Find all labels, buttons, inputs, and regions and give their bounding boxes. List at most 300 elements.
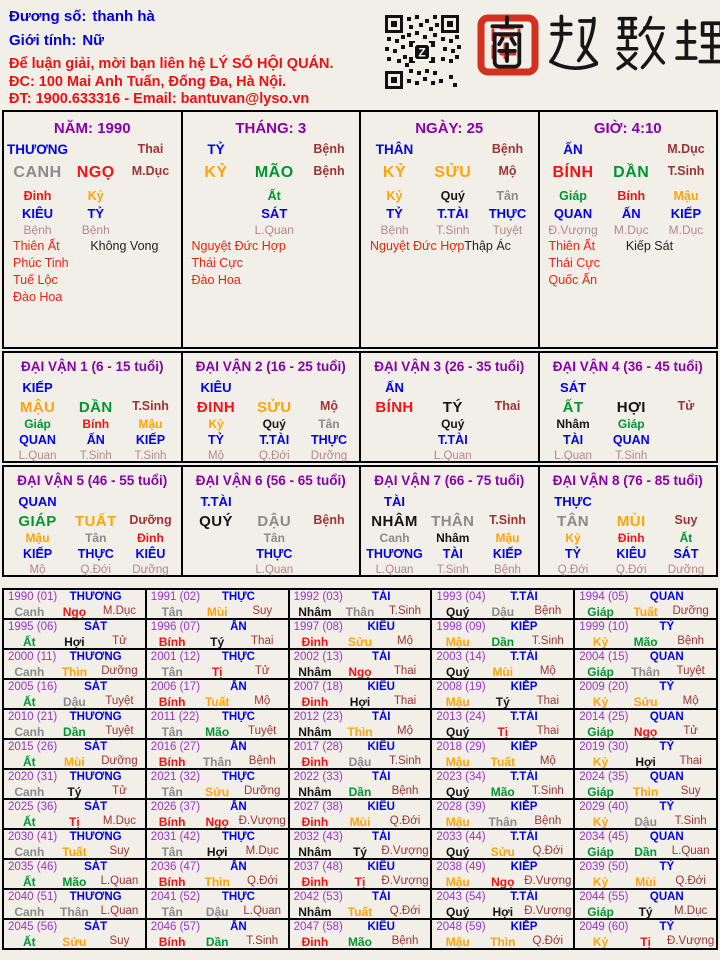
year-cell-top xyxy=(436,921,571,935)
hidden-stem-god: T.TÀI xyxy=(259,433,290,447)
hidden-stem-god: THỰC xyxy=(488,206,527,221)
year-label: 2018 (29) xyxy=(436,741,486,753)
hidden-stem-cell xyxy=(71,416,120,464)
year-label: 2003 (14) xyxy=(436,651,486,663)
year-stem: Nhâm xyxy=(298,845,332,859)
pillar-stem: KỶ xyxy=(204,164,228,181)
year-cell xyxy=(290,680,433,710)
year-cell-bottom xyxy=(147,875,288,889)
year-cell-top xyxy=(8,921,143,935)
daivan-stem-branch-row xyxy=(183,513,360,530)
year-stem: Quý xyxy=(446,605,470,619)
year-cell xyxy=(432,830,575,860)
year-cell xyxy=(147,680,290,710)
year-cell xyxy=(4,920,147,950)
daivan-stem-branch-row xyxy=(540,513,717,530)
year-cell-top xyxy=(294,891,429,905)
year-label: 1996 (07) xyxy=(150,621,201,633)
star-name: Nguyệt Đức Hợp xyxy=(370,239,465,253)
year-branch: Tý xyxy=(210,635,225,649)
star-name: Thái Cực xyxy=(548,256,600,270)
daivan-state: T.Sinh xyxy=(489,513,526,527)
hidden-stem-god: KIẾP xyxy=(22,547,53,561)
year-state: Mộ xyxy=(254,695,271,707)
year-cell-top xyxy=(151,891,286,905)
year-cell-bottom xyxy=(147,725,288,739)
hidden-stem-god: TỶ xyxy=(208,433,225,447)
year-cell xyxy=(290,710,433,740)
hidden-stem-cell xyxy=(120,416,180,464)
year-cell-top xyxy=(294,681,429,695)
hidden-stem-state: Bệnh xyxy=(380,223,409,237)
year-branch: Hợi xyxy=(492,905,514,919)
year-stem: Tân xyxy=(161,905,183,919)
year-branch: Dậu xyxy=(491,605,515,619)
year-branch: Dần xyxy=(205,935,229,949)
year-cell-bottom xyxy=(290,635,431,649)
calligraphy-char-so xyxy=(612,14,666,72)
year-branch: Thân xyxy=(345,605,375,619)
hidden-stem: Kỷ xyxy=(87,189,104,203)
year-stem: Ất xyxy=(23,935,36,949)
year-label: 2025 (36) xyxy=(8,801,58,813)
hidden-stem-state: Dưỡng xyxy=(132,564,169,576)
year-ten-god: TÀI xyxy=(371,831,391,843)
year-cell xyxy=(290,920,433,950)
year-state: Tử xyxy=(112,785,127,797)
year-cell xyxy=(575,590,718,620)
year-branch: Mão xyxy=(490,785,515,799)
year-state: Dưỡng xyxy=(244,785,281,797)
hidden-stem-god xyxy=(361,432,428,448)
year-branch: Thân xyxy=(60,905,89,919)
hidden-stem-cell xyxy=(250,530,299,578)
hidden-stem-state: Q.Đới xyxy=(557,564,589,576)
hidden-stem: Kỷ xyxy=(386,189,403,203)
year-cell-bottom xyxy=(432,875,573,889)
hidden-stem-cell xyxy=(607,416,656,464)
year-cell-bottom xyxy=(575,665,716,679)
year-cell xyxy=(432,650,575,680)
year-state: L.Quan xyxy=(100,905,139,917)
pillar-god-state: Bệnh xyxy=(313,142,345,156)
daivan-state: Bệnh xyxy=(313,513,345,527)
year-cell-top xyxy=(8,621,143,635)
pillar-hidden-stems xyxy=(183,188,360,239)
year-cell xyxy=(575,860,718,890)
year-branch: Tị xyxy=(354,875,366,889)
daivan-box xyxy=(181,351,362,463)
daivan-box xyxy=(538,465,719,577)
year-stem: Quý xyxy=(446,665,470,679)
hidden-stem-state: Dưỡng xyxy=(310,450,348,462)
year-branch: Thân xyxy=(488,815,518,829)
year-state: Tuyệt xyxy=(248,725,277,737)
hidden-stem-state: L.Quan xyxy=(375,564,414,576)
year-cell-bottom xyxy=(147,695,288,709)
year-state: Bệnh xyxy=(248,755,276,767)
daivan-god-row xyxy=(361,494,538,509)
year-label: 1998 (09) xyxy=(436,621,486,633)
year-ten-god: ẤN xyxy=(230,621,247,633)
year-cell xyxy=(147,620,290,650)
year-cell-top xyxy=(579,711,714,725)
daivan-stem-branch-row xyxy=(4,399,181,416)
hidden-stem: Đinh xyxy=(617,531,645,545)
pillar-stars xyxy=(370,238,535,255)
daivan-ten-god: KIÊU xyxy=(200,380,232,395)
year-ten-god: TỶ xyxy=(659,621,675,633)
year-branch: Dậu xyxy=(634,815,657,829)
hidden-stem-cell xyxy=(4,530,71,578)
year-ten-god: THỰC xyxy=(221,711,255,723)
year-label: 1997 (08) xyxy=(293,621,343,633)
hidden-stem: Nhâm xyxy=(556,417,590,431)
year-branch: Mão xyxy=(205,725,230,739)
year-cell-top xyxy=(579,591,714,605)
year-cell-bottom xyxy=(575,755,716,769)
year-cell-top xyxy=(8,771,143,785)
year-cell-bottom xyxy=(4,845,145,859)
year-stem: Tân xyxy=(161,845,183,859)
year-cell xyxy=(290,620,433,650)
year-cell-top xyxy=(294,921,429,935)
hidden-stem-god: KIẾP xyxy=(135,433,166,447)
year-label: 2008 (19) xyxy=(436,681,486,693)
year-branch: Sửu xyxy=(633,695,658,709)
hidden-stem-god: KIẾP xyxy=(492,547,523,561)
year-ten-god: KIẾP xyxy=(510,861,538,873)
year-branch: Tị xyxy=(640,935,651,949)
daivan-branch: MÙI xyxy=(616,513,646,530)
daivan-state: Mộ xyxy=(319,399,338,413)
year-cell-top xyxy=(294,831,429,845)
daivan-state: Thai xyxy=(494,399,521,413)
year-cell-top xyxy=(579,831,714,845)
year-cell xyxy=(147,740,290,770)
year-cell-top xyxy=(436,651,571,665)
daivan-stem-branch-row xyxy=(361,399,538,416)
year-cell-bottom xyxy=(575,935,716,949)
year-ten-god: TÀI xyxy=(371,891,391,903)
daivan-god-row xyxy=(4,380,181,395)
hidden-stem-state: T.Sinh xyxy=(79,450,112,462)
year-branch: Ngọ xyxy=(491,875,515,889)
year-cell-top xyxy=(294,771,429,785)
year-ten-god: T.TÀI xyxy=(510,591,538,603)
year-ten-god: THỰC xyxy=(221,771,255,783)
daivan-title: ĐẠI VẬN 3 (26 - 35 tuổi) xyxy=(374,359,525,374)
year-ten-god: QUAN xyxy=(649,711,684,723)
year-stem: Bính xyxy=(158,875,186,889)
year-cell-bottom xyxy=(432,815,573,829)
hidden-stem-state xyxy=(120,222,180,239)
year-branch: Mão xyxy=(347,935,372,949)
year-label: 2005 (16) xyxy=(8,681,58,693)
year-label: 2010 (21) xyxy=(8,711,58,723)
year-state: Đ.Vượng xyxy=(524,875,572,887)
year-ten-god: ẤN xyxy=(230,921,247,933)
year-state: Q.Đới xyxy=(246,875,278,887)
daivan-title: ĐẠI VẬN 6 (56 - 65 tuổi) xyxy=(195,473,346,488)
hidden-stem-god: SÁT xyxy=(673,547,699,561)
hidden-stem: Tân xyxy=(263,531,285,545)
year-cell xyxy=(575,710,718,740)
daivan-box xyxy=(538,351,719,463)
year-cell xyxy=(290,770,433,800)
year-state: Dưỡng xyxy=(672,605,709,617)
hidden-stem-cell xyxy=(361,188,428,239)
year-branch: Tị xyxy=(211,665,223,679)
hidden-stem-state: T.Sinh xyxy=(134,450,167,462)
year-state: Bệnh xyxy=(677,635,705,647)
year-cell-top xyxy=(151,591,286,605)
hidden-stem-cell xyxy=(299,416,359,464)
year-cell-bottom xyxy=(575,605,716,619)
year-label: 2000 (11) xyxy=(8,651,57,663)
year-cell-top xyxy=(151,921,286,935)
pillar-branch: NGỌ xyxy=(76,164,115,181)
daivan-row-2 xyxy=(2,465,718,577)
year-label: 2045 (56) xyxy=(8,921,58,933)
year-cell-bottom xyxy=(147,935,288,949)
year-cell-bottom xyxy=(147,905,288,919)
daivan-hidden-stems xyxy=(183,416,360,464)
year-state: M.Dục xyxy=(245,845,279,857)
year-branch: Dần xyxy=(63,725,86,739)
year-cell-top xyxy=(436,591,571,605)
year-cell-bottom xyxy=(575,725,716,739)
year-label: 2041 (52) xyxy=(150,891,201,903)
year-state: Thai xyxy=(393,695,417,707)
pillar-title: THÁNG: 3 xyxy=(235,120,307,137)
year-branch: Mùi xyxy=(349,815,371,829)
year-label: 2013 (24) xyxy=(436,711,486,723)
year-cell-top xyxy=(294,621,429,635)
year-state: Tử xyxy=(112,635,127,647)
pillar-god-state: M.Dục xyxy=(667,142,705,156)
daivan-stem: NHÂM xyxy=(371,513,418,530)
year-label: 2030 (41) xyxy=(8,831,58,843)
year-stem: Quý xyxy=(446,725,470,739)
year-cell xyxy=(575,740,718,770)
daivan-ten-god: KIẾP xyxy=(22,380,53,395)
year-ten-god: T.TÀI xyxy=(510,771,538,783)
pillar-stars xyxy=(549,238,714,289)
year-ten-god: KIÊU xyxy=(367,861,395,873)
year-label: 2023 (34) xyxy=(436,771,486,783)
hidden-stem-god: THỰC xyxy=(256,547,293,561)
hidden-stem-god: ẤN xyxy=(86,433,105,447)
hidden-stem-god: SÁT xyxy=(261,206,288,221)
year-branch: Sửu xyxy=(490,845,515,859)
hidden-stem-cell xyxy=(428,188,477,239)
daivan-hidden-stems xyxy=(4,530,181,578)
year-stem: Nhâm xyxy=(298,665,332,679)
year-branch: Tuất xyxy=(204,695,230,709)
year-ten-god: ẤN xyxy=(230,741,247,753)
hidden-stem-cell xyxy=(477,416,537,464)
year-branch: Tý xyxy=(638,905,653,919)
year-cell xyxy=(290,860,433,890)
year-stem: Tân xyxy=(161,785,183,799)
hidden-stem-state: Bệnh xyxy=(494,564,521,576)
hidden-stem-state xyxy=(477,448,537,464)
year-state: Q.Đới xyxy=(389,815,421,827)
year-state: T.Sinh xyxy=(531,635,564,647)
year-state: Tuyệt xyxy=(105,725,134,737)
year-branch: Mão xyxy=(62,875,87,889)
hidden-stem xyxy=(477,416,537,432)
year-cell-top xyxy=(436,891,571,905)
hidden-stem-cell xyxy=(607,530,656,578)
year-state: Q.Đới xyxy=(675,875,706,887)
subject-info xyxy=(9,8,334,109)
hidden-stem-cell xyxy=(183,188,250,239)
year-ten-god: KIẾP xyxy=(510,741,538,753)
year-stem: Ất xyxy=(23,755,36,769)
year-cell-bottom xyxy=(575,875,716,889)
year-label: 1994 (05) xyxy=(579,591,629,603)
daivan-ten-god: T.TÀI xyxy=(200,494,232,509)
year-ten-god: TỶ xyxy=(659,921,675,933)
year-branch: Mùi xyxy=(206,605,228,619)
year-cell xyxy=(4,740,147,770)
pillar-box xyxy=(2,110,183,349)
year-ten-god: THƯƠNG xyxy=(69,651,122,663)
year-stem: Giáp xyxy=(587,905,614,919)
year-branch: Hợi xyxy=(635,755,656,769)
pillar-box xyxy=(359,110,540,349)
daivan-hidden-stems xyxy=(540,416,717,464)
year-cell-top xyxy=(8,741,143,755)
year-cell-top xyxy=(151,741,286,755)
year-branch: Thìn xyxy=(490,935,516,949)
hidden-stem xyxy=(656,416,716,432)
year-cell-top xyxy=(294,861,429,875)
hidden-stem-state xyxy=(656,448,716,464)
daivan-branch: SỬU xyxy=(257,399,292,416)
year-cell-top xyxy=(436,711,571,725)
hidden-stem: Giáp xyxy=(617,417,645,431)
year-cell-top xyxy=(8,891,143,905)
year-state: M.Dục xyxy=(102,815,137,827)
year-state: L.Quan xyxy=(671,845,710,857)
hidden-stem-cell xyxy=(183,530,250,578)
daivan-ten-god: SÁT xyxy=(560,380,587,395)
hidden-stem-cell xyxy=(4,188,71,239)
hidden-stem-state: Mộ xyxy=(29,564,46,576)
daivan-row-1 xyxy=(2,351,718,463)
year-ten-god: SÁT xyxy=(84,681,108,693)
year-state: M.Dục xyxy=(674,905,708,917)
daivan-branch: THÂN xyxy=(431,513,475,530)
hidden-stem-state: L.Quan xyxy=(254,223,294,237)
year-state: T.Sinh xyxy=(389,605,421,617)
year-cell-bottom xyxy=(290,605,431,619)
year-cell-bottom xyxy=(147,755,288,769)
hidden-stem-cell xyxy=(540,188,607,239)
pillar-branch-state: T.Sinh xyxy=(667,164,705,178)
year-cell-bottom xyxy=(147,815,288,829)
year-state: Tử xyxy=(254,665,270,677)
star-name: Không Vong xyxy=(90,239,159,253)
year-label: 2049 (60) xyxy=(579,921,629,933)
pillar-stars xyxy=(13,238,178,306)
hidden-stem: Mậu xyxy=(138,417,163,431)
year-label: 2022 (33) xyxy=(293,771,343,783)
year-ten-god: KIÊU xyxy=(367,921,395,933)
hidden-stem: Nhâm xyxy=(436,531,470,545)
year-stem: Đinh xyxy=(301,635,329,649)
year-state: Tuyệt xyxy=(105,695,134,707)
year-cell xyxy=(147,860,290,890)
year-label: 1993 (04) xyxy=(436,591,486,603)
hidden-stem-god xyxy=(299,546,359,562)
hidden-stem xyxy=(183,530,250,546)
hidden-stem-god: T.TÀI xyxy=(437,433,468,447)
pillar-branch: SỬU xyxy=(434,164,472,181)
year-state: Đ.Vượng xyxy=(381,875,429,887)
year-ten-god: KIẾP xyxy=(510,621,538,633)
auspicious-stars-list xyxy=(192,238,286,289)
daivan-hidden-stems xyxy=(361,530,538,578)
hidden-stem: Quý xyxy=(262,417,286,431)
year-cell-bottom xyxy=(575,695,716,709)
year-label: 2032 (43) xyxy=(293,831,343,843)
daivan-stem: TÂN xyxy=(557,513,590,530)
hidden-stem-cell xyxy=(71,530,120,578)
year-stem: Canh xyxy=(14,725,45,739)
year-state: Mộ xyxy=(539,755,556,767)
year-cell-top xyxy=(8,801,143,815)
year-cell-bottom xyxy=(4,815,145,829)
year-cell xyxy=(575,800,718,830)
hidden-stem-god xyxy=(183,205,250,222)
hidden-stem-state: M.Dục xyxy=(613,223,649,237)
year-ten-god: KIÊU xyxy=(367,681,395,693)
year-cell-top xyxy=(579,621,714,635)
daivan-box xyxy=(359,465,540,577)
gender-line xyxy=(9,32,334,49)
pillar-stem-branch-row xyxy=(540,164,717,182)
year-state: Thai xyxy=(251,635,274,647)
hidden-stem-god: QUAN xyxy=(553,206,593,221)
daivan-stem: QUÝ xyxy=(199,513,233,530)
daivan-box xyxy=(2,465,183,577)
star-name: Đào Hoa xyxy=(191,273,241,287)
year-stem: Canh xyxy=(14,905,45,919)
qr-logo-letter: Z xyxy=(418,45,426,60)
year-cell xyxy=(290,590,433,620)
year-stem: Giáp xyxy=(587,785,614,799)
year-branch: Dần xyxy=(634,845,657,859)
star-name: Thiên Ất xyxy=(13,239,60,253)
year-cell xyxy=(575,770,718,800)
year-ten-god: QUAN xyxy=(649,651,684,663)
year-branch: Tý xyxy=(67,785,82,799)
pillar-stem-branch-row xyxy=(183,164,360,182)
year-ten-god: THỰC xyxy=(221,891,255,903)
hidden-stem-god: ẤN xyxy=(621,206,641,221)
daivan-god-row xyxy=(4,494,181,509)
year-cell xyxy=(147,890,290,920)
year-branch: Tị xyxy=(69,815,80,829)
year-branch: Thìn xyxy=(347,725,373,739)
year-cell xyxy=(432,740,575,770)
year-branch: Ngọ xyxy=(633,725,658,739)
auspicious-stars-list xyxy=(370,238,464,255)
